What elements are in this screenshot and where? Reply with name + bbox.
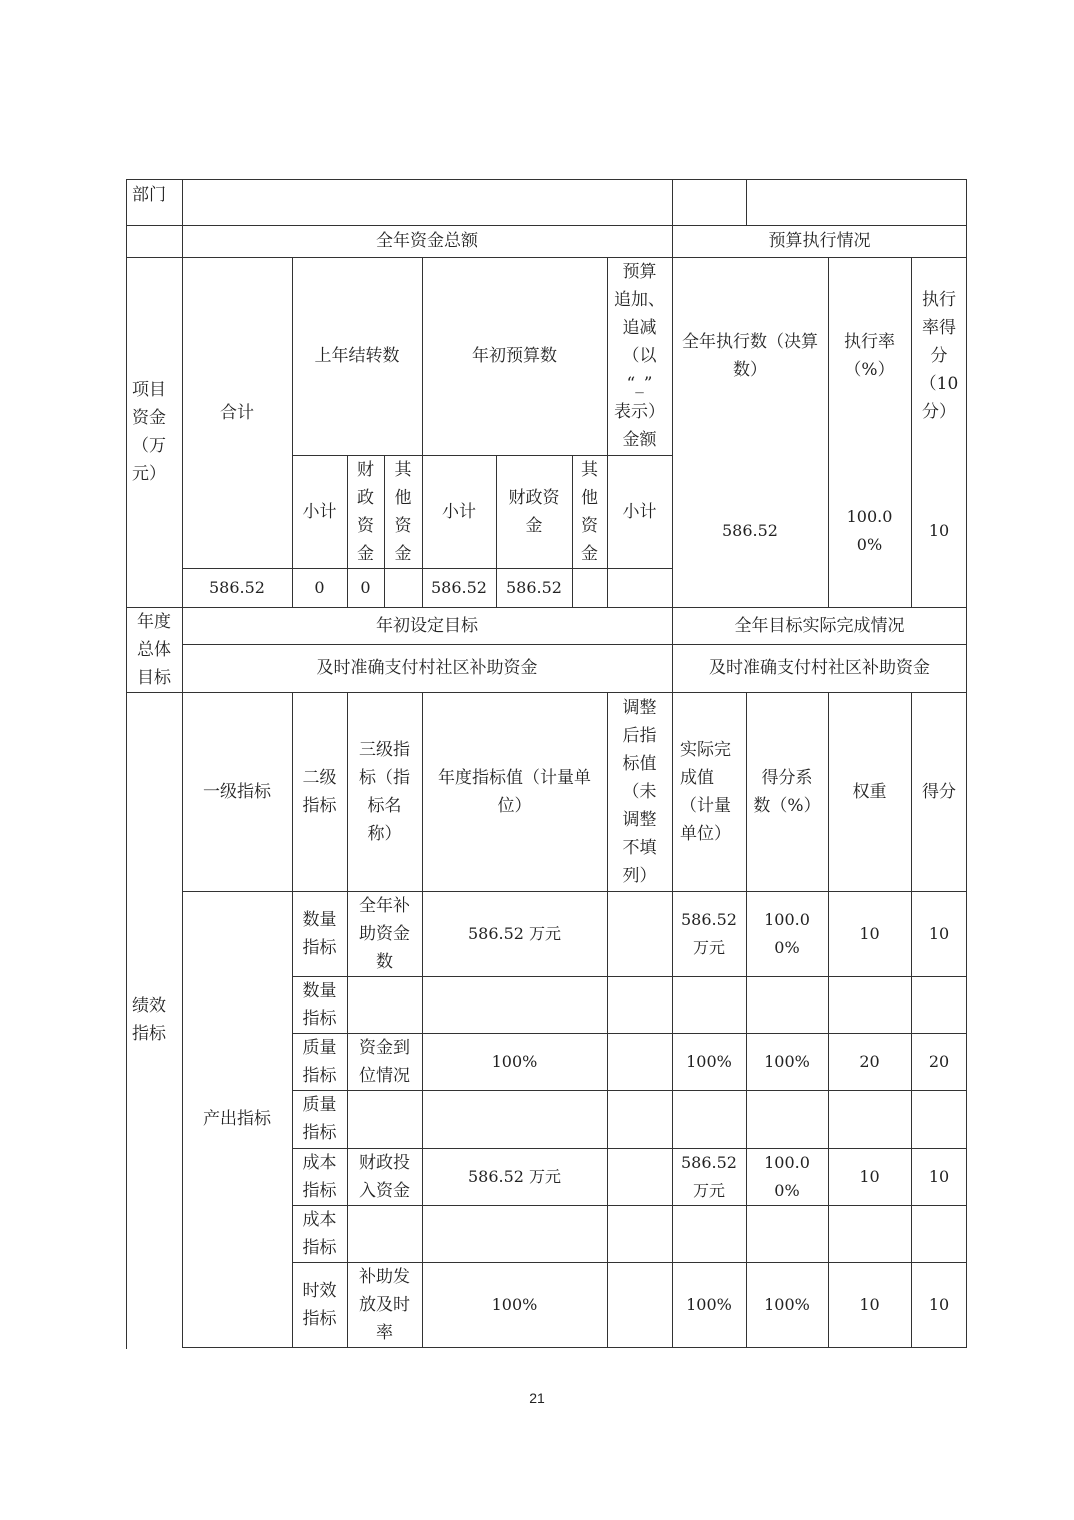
row-adjusted: [607, 1262, 672, 1347]
page-number: 21: [529, 1390, 545, 1406]
annual-execution-value: 586.52: [722, 521, 778, 540]
col-level1: 一级指标: [203, 781, 271, 802]
row-annual-value: 100%: [491, 1051, 538, 1071]
adjustment-label: 预算 追加、 追减 （以 “_” 表示） 金额: [614, 262, 665, 450]
row-level2: 时效 指标: [302, 1280, 337, 1329]
row-level3: [347, 976, 422, 1033]
row-adjusted: [607, 1205, 672, 1262]
initial-other-label: 其 他 资 金: [581, 459, 598, 564]
initial-goal-header: 年初设定目标: [376, 615, 478, 636]
row-weight: 10: [859, 1294, 880, 1314]
total-funds-header: 全年资金总额: [376, 231, 478, 251]
row-level2: 质量 指标: [302, 1037, 337, 1086]
row-annual-value: 586.52 万元: [467, 923, 562, 943]
row-coef: [746, 976, 828, 1033]
row-level3: 全年补 助资金 数: [359, 895, 410, 972]
row-score: [911, 1090, 967, 1148]
actual-goal-header: 全年目标实际完成情况: [734, 615, 905, 636]
row-score: 10: [928, 1294, 950, 1314]
initial-fiscal-value: 586.52: [506, 577, 562, 597]
initial-goal-text: 及时准确支付村社区补助资金: [316, 658, 538, 678]
col-score-coef: 得分系 数（%）: [753, 767, 821, 816]
row-level3: [347, 1205, 422, 1262]
col-adjusted-value: 调整 后指 标值 （未 调整 不填 列）: [622, 697, 657, 886]
execution-rate-value: 100.00%: [846, 507, 893, 554]
row-annual-value: [422, 1090, 607, 1148]
annual-goal-label: 年度 总体 目标: [137, 611, 171, 688]
initial-subtotal-value: 586.52: [431, 577, 487, 597]
row-weight: 10: [859, 1166, 880, 1186]
row-annual-value: 586.52 万元: [467, 1166, 562, 1186]
row-actual: 586.52 万元: [681, 1152, 737, 1200]
row-actual: [672, 1205, 746, 1262]
row-adjusted: [607, 891, 672, 976]
execution-rate-label: 执行率 （%）: [844, 332, 895, 380]
row-coef: 100%: [764, 1051, 810, 1071]
row-level3: 补助发 放及时 率: [359, 1266, 410, 1343]
carryover-other-label: 其 他 资 金: [394, 459, 412, 564]
row-coef: [746, 1090, 828, 1148]
col-weight: 权重: [852, 781, 887, 802]
initial-fiscal-label: 财政资 金: [508, 487, 560, 536]
row-weight: [828, 1205, 911, 1262]
row-actual: 586.52 万元: [681, 909, 737, 957]
row-adjusted: [607, 1090, 672, 1148]
carryover-fiscal-value: 0: [360, 577, 371, 597]
carryover-subtotal-value: 0: [314, 577, 325, 597]
performance-table: [126, 179, 967, 1349]
project-funds-label: 项目 资金 （万 元）: [132, 380, 166, 484]
row-annual-value: 100%: [491, 1294, 538, 1314]
row-weight: [828, 976, 911, 1033]
annual-execution-label: 全年执行数（决算数）: [682, 332, 818, 380]
initial-budget-label: 年初预算数: [472, 346, 557, 366]
row-actual: 100%: [686, 1294, 732, 1314]
budget-execution-header: 预算执行情况: [768, 231, 871, 251]
row-annual-value: [422, 1205, 607, 1262]
col-level3: 三级指 标（指 标名 称）: [359, 739, 410, 844]
execution-score-value: 10: [928, 521, 950, 540]
row-level3: 资金到 位情况: [359, 1037, 410, 1086]
row-coef: 100.00%: [764, 1152, 810, 1200]
row-level2: 成本 指标: [302, 1209, 337, 1258]
row-annual-value: [422, 976, 607, 1033]
row-coef: [746, 1205, 828, 1262]
actual-goal-text: 及时准确支付村社区补助资金: [709, 658, 930, 678]
row-weight: [828, 1090, 911, 1148]
row-adjusted: [607, 976, 672, 1033]
row-level2: 数量 指标: [302, 909, 337, 958]
row-level2: 数量 指标: [302, 980, 337, 1029]
adjustment-subtotal-label: 小计: [622, 501, 657, 522]
row-level3: 财政投 入资金: [359, 1152, 410, 1201]
col-score: 得分: [922, 781, 956, 802]
total-value: 586.52: [209, 577, 265, 597]
col-annual-value: 年度指标值（计量单位）: [438, 767, 591, 816]
department-label: 部门: [132, 185, 166, 205]
row-adjusted: [607, 1033, 672, 1090]
row-score: 10: [928, 1166, 950, 1186]
performance-label: 绩效 指标: [132, 996, 166, 1044]
carryover-label: 上年结转数: [314, 346, 400, 366]
row-score: [911, 1205, 967, 1262]
row-actual: [672, 976, 746, 1033]
row-level2: 质量 指标: [302, 1095, 337, 1143]
carryover-fiscal-label: 财 政 资 金: [357, 459, 374, 564]
row-weight: 20: [859, 1051, 880, 1071]
output-indicator: 产出指标: [203, 1109, 271, 1129]
carryover-subtotal-label: 小计: [302, 501, 337, 522]
col-level2: 二级 指标: [302, 767, 337, 816]
row-weight: 10: [859, 923, 880, 943]
row-score: [911, 976, 967, 1033]
execution-score-label: 执行 率得 分 （10 分）: [919, 290, 959, 422]
row-score: 10: [928, 923, 950, 943]
initial-subtotal-label: 小计: [442, 501, 476, 522]
row-score: 20: [928, 1051, 950, 1071]
row-coef: 100%: [764, 1294, 810, 1314]
col-actual-value: 实际完 成值 （计量 单位）: [680, 739, 731, 844]
row-level2: 成本 指标: [302, 1152, 337, 1201]
row-actual: [672, 1090, 746, 1148]
row-coef: 100.00%: [764, 909, 810, 957]
row-level3: [347, 1090, 422, 1148]
row-adjusted: [607, 1148, 672, 1205]
total-label: 合计: [220, 402, 254, 423]
row-actual: 100%: [686, 1051, 732, 1071]
